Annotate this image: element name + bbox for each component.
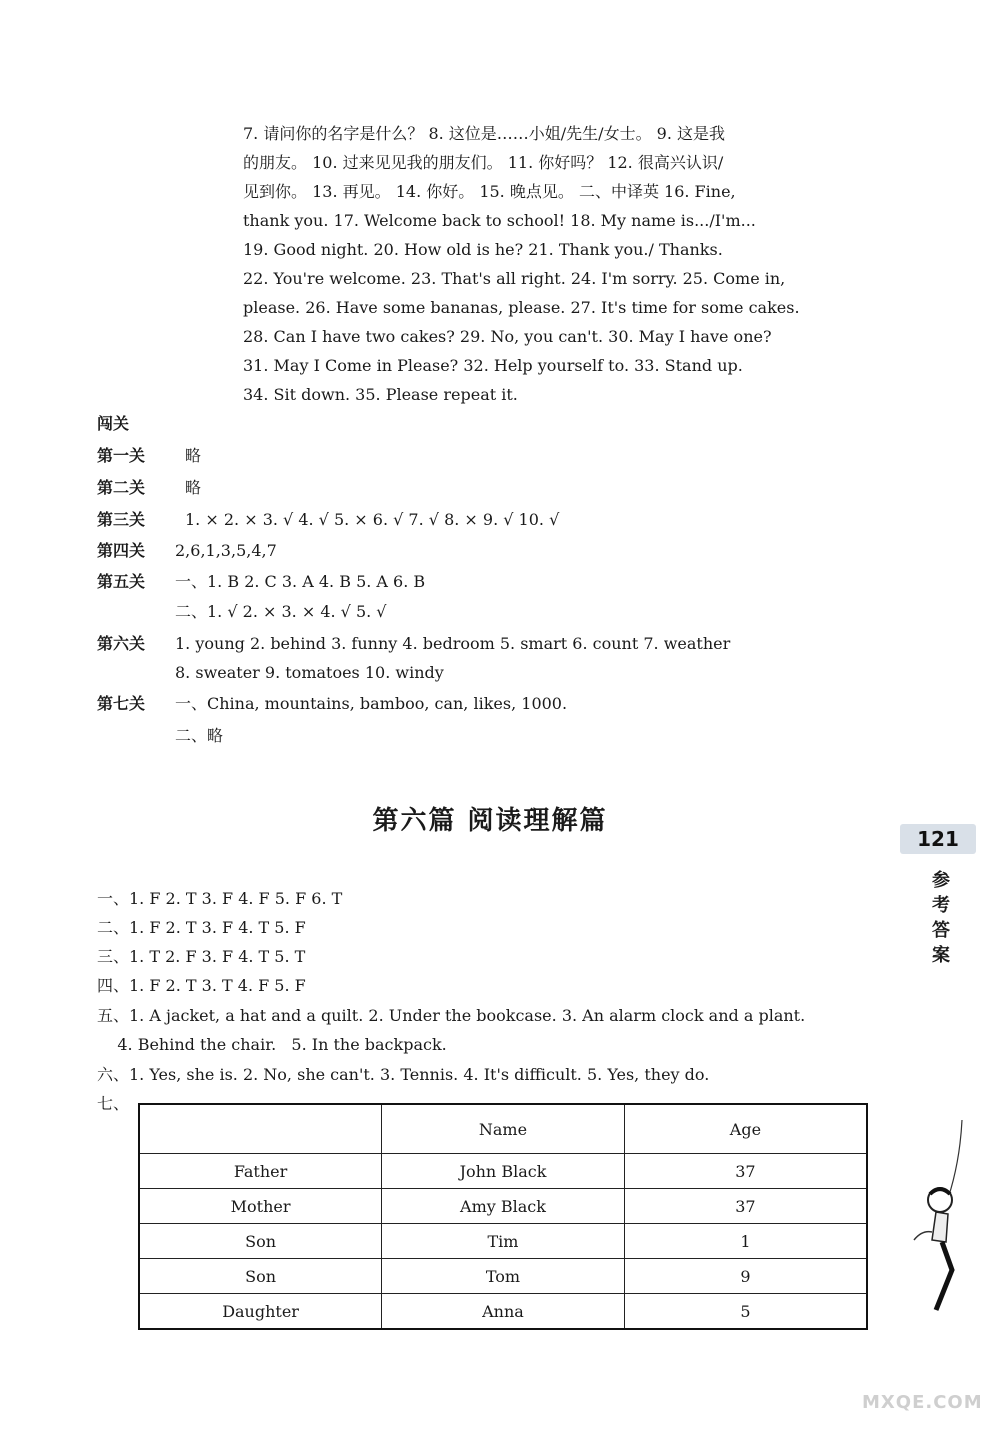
level-label: 第七关 xyxy=(97,694,146,713)
level-label: 第三关 xyxy=(97,510,146,529)
answer-line: 19. Good night. 20. How old is he? 21. Thank you./ Thanks. xyxy=(243,240,723,259)
table-cell: Daughter xyxy=(139,1294,382,1330)
answer-line: please. 26. Have some bananas, please. 27. It's time for some cakes. xyxy=(243,298,800,317)
table-cell: Tom xyxy=(382,1259,625,1294)
level-answer: 8. sweater 9. tomatoes 10. windy xyxy=(175,663,444,682)
answer-line: 三、1. T 2. F 3. F 4. T 5. T xyxy=(97,947,306,966)
table-cell: 37 xyxy=(624,1154,867,1189)
level-answer: 1. young 2. behind 3. funny 4. bedroom 5. smart 6. count 7. weather xyxy=(175,634,731,653)
level-answer: 一、China, mountains, bamboo, can, likes, 1000. xyxy=(175,694,568,713)
table-cell: 5 xyxy=(624,1294,867,1330)
level-label: 第一关 xyxy=(97,446,146,465)
answer-line: 7. 请问你的名字是什么？ 8. 这位是……小姐/先生/女士。 9. 这是我 xyxy=(243,124,726,143)
answer-line: 见到你。 13. 再见。 14. 你好。 15. 晚点见。 二、中译英 16. Fine, xyxy=(243,182,736,201)
table-row xyxy=(139,1189,867,1224)
answer-line: 二、1. F 2. T 3. F 4. T 5. F xyxy=(97,918,306,937)
answer-line: 六、1. Yes, she is. 2. No, she can't. 3. Tennis. 4. It's difficult. 5. Yes, they do. xyxy=(97,1065,710,1084)
table-cell: Tim xyxy=(382,1224,625,1259)
level-label: 第六关 xyxy=(97,634,146,653)
section-heading: 闯关 xyxy=(97,414,130,433)
table-cell: 37 xyxy=(624,1189,867,1224)
table-cell: 1 xyxy=(624,1224,867,1259)
level-answer: 一、1. B 2. C 3. A 4. B 5. A 6. B xyxy=(175,572,426,591)
table-cell: Amy Black xyxy=(382,1189,625,1224)
level-answer: 略 xyxy=(185,446,202,465)
answer-line: 28. Can I have two cakes? 29. No, you can't. 30. May I have one? xyxy=(243,327,772,346)
level-answer: 1. × 2. × 3. √ 4. √ 5. × 6. √ 7. √ 8. × 9. √ 10. √ xyxy=(185,510,560,529)
answer-line: 一、1. F 2. T 3. F 4. F 5. F 6. T xyxy=(97,889,343,908)
table-cell: John Black xyxy=(382,1154,625,1189)
level-label: 第五关 xyxy=(97,572,146,591)
level-label: 第二关 xyxy=(97,478,146,497)
table-cell: Son xyxy=(139,1259,382,1294)
table-header-cell xyxy=(139,1104,382,1154)
table-cell: Son xyxy=(139,1224,382,1259)
family-table xyxy=(138,1103,868,1330)
table-header-cell: Age xyxy=(624,1104,867,1154)
level-answer: 二、略 xyxy=(175,726,224,745)
table-row xyxy=(139,1154,867,1189)
page-number: 121 xyxy=(900,824,976,854)
table-cell: Father xyxy=(139,1154,382,1189)
watermark-text: MXQE.COM xyxy=(862,1392,983,1413)
table-header-cell: Name xyxy=(382,1104,625,1154)
level-answer: 二、1. √ 2. × 3. × 4. √ 5. √ xyxy=(175,602,387,621)
answer-line: 34. Sit down. 35. Please repeat it. xyxy=(243,385,518,404)
answer-line: thank you. 17. Welcome back to school! 18. My name is.../I'm... xyxy=(243,211,756,230)
level-answer: 略 xyxy=(185,478,202,497)
level-answer: 2,6,1,3,5,4,7 xyxy=(175,541,277,560)
table-row xyxy=(139,1224,867,1259)
answer-line: 31. May I Come in Please? 32. Help yourself to. 33. Stand up. xyxy=(243,356,743,375)
side-label: 参考答案 xyxy=(932,870,950,966)
table-cell: 9 xyxy=(624,1259,867,1294)
answer-line: 五、1. A jacket, a hat and a quilt. 2. Under the bookcase. 3. An alarm clock and a plant. xyxy=(97,1006,806,1025)
level-label: 第四关 xyxy=(97,541,146,560)
table-cell: Anna xyxy=(382,1294,625,1330)
table-header-row xyxy=(139,1104,867,1154)
table-row xyxy=(139,1294,867,1330)
answer-line: 的朋友。 10. 过来见见我的朋友们。 11. 你好吗？ 12. 很高兴认识/ xyxy=(243,153,724,172)
answer-line: 4. Behind the chair. 5. In the backpack. xyxy=(97,1035,447,1054)
section-title: 第六篇 阅读理解篇 xyxy=(372,806,608,836)
table-row xyxy=(139,1259,867,1294)
table-cell: Mother xyxy=(139,1189,382,1224)
answer-line: 四、1. F 2. T 3. T 4. F 5. F xyxy=(97,976,306,995)
cartoon-figure-illustration xyxy=(902,1120,982,1320)
answer-line: 22. You're welcome. 23. That's all right. 24. I'm sorry. 25. Come in, xyxy=(243,269,786,288)
answer-line: 七、 xyxy=(97,1094,130,1113)
